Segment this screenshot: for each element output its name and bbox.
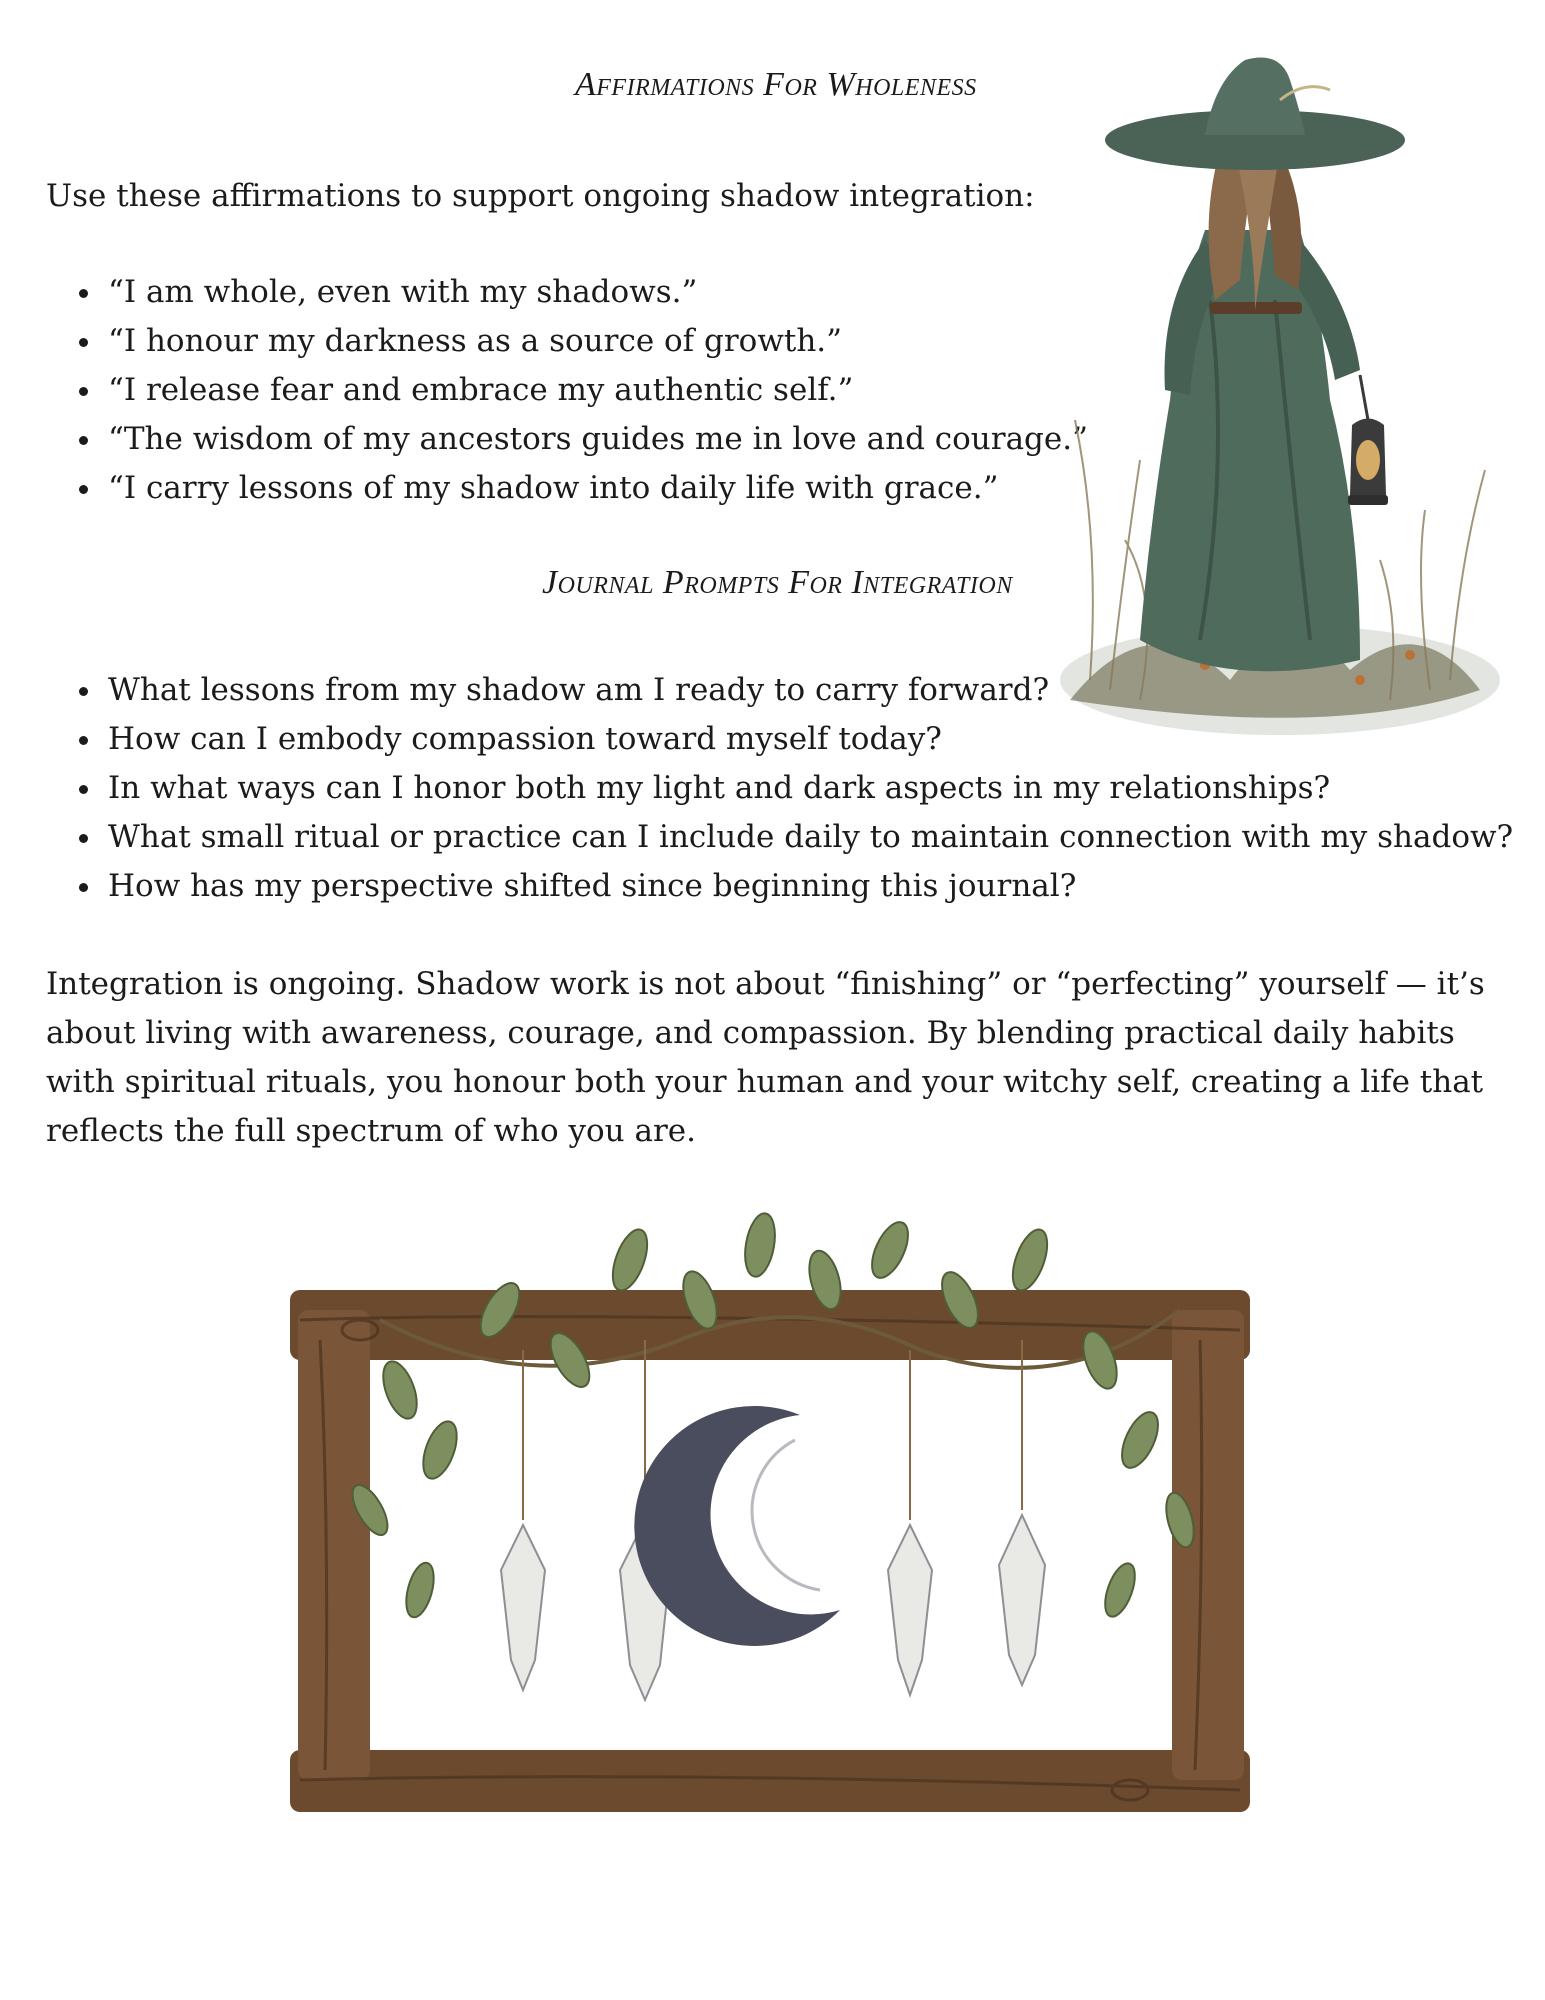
list-item: • “I honour my darkness as a source of growth.” bbox=[104, 317, 1088, 366]
list-item: • “The wisdom of my ancestors guides me in love and courage.” bbox=[104, 415, 1088, 464]
list-item: • What small ritual or practice can I include daily to maintain connection with my shadow? bbox=[104, 813, 1513, 862]
closing-paragraph: Integration is ongoing. Shadow work is not about “finishing” or “perfecting” yourself — it’s about living with awareness, courage, and compassion. By blending practical daily habits with spiritual rituals, you honour both your human and your witchy self, creating a life that reflects the full spectrum of who you are. bbox=[46, 966, 1485, 1149]
list-item: • “I carry lessons of my shadow into daily life with grace.” bbox=[104, 464, 1088, 513]
prompts-heading: Journal Prompts For Integration bbox=[542, 564, 1013, 601]
witch-illustration bbox=[1030, 40, 1500, 740]
list-item: • What lessons from my shadow am I ready to carry forward? bbox=[104, 666, 1513, 715]
list-item: • In what ways can I honor both my light and dark aspects in my relationships? bbox=[104, 764, 1513, 813]
list-item: • “I release fear and embrace my authentic self.” bbox=[104, 366, 1088, 415]
list-item: • How has my perspective shifted since beginning this journal? bbox=[104, 862, 1513, 911]
list-item: • How can I embody compassion toward myself today? bbox=[104, 715, 1513, 764]
affirmations-intro: Use these affirmations to support ongoing shadow integration: bbox=[46, 178, 1035, 214]
affirmations-list bbox=[46, 268, 1088, 513]
frame-illustration bbox=[280, 1190, 1270, 1830]
affirmations-heading: Affirmations For Wholeness bbox=[575, 66, 977, 103]
list-item: • “I am whole, even with my shadows.” bbox=[104, 268, 1088, 317]
